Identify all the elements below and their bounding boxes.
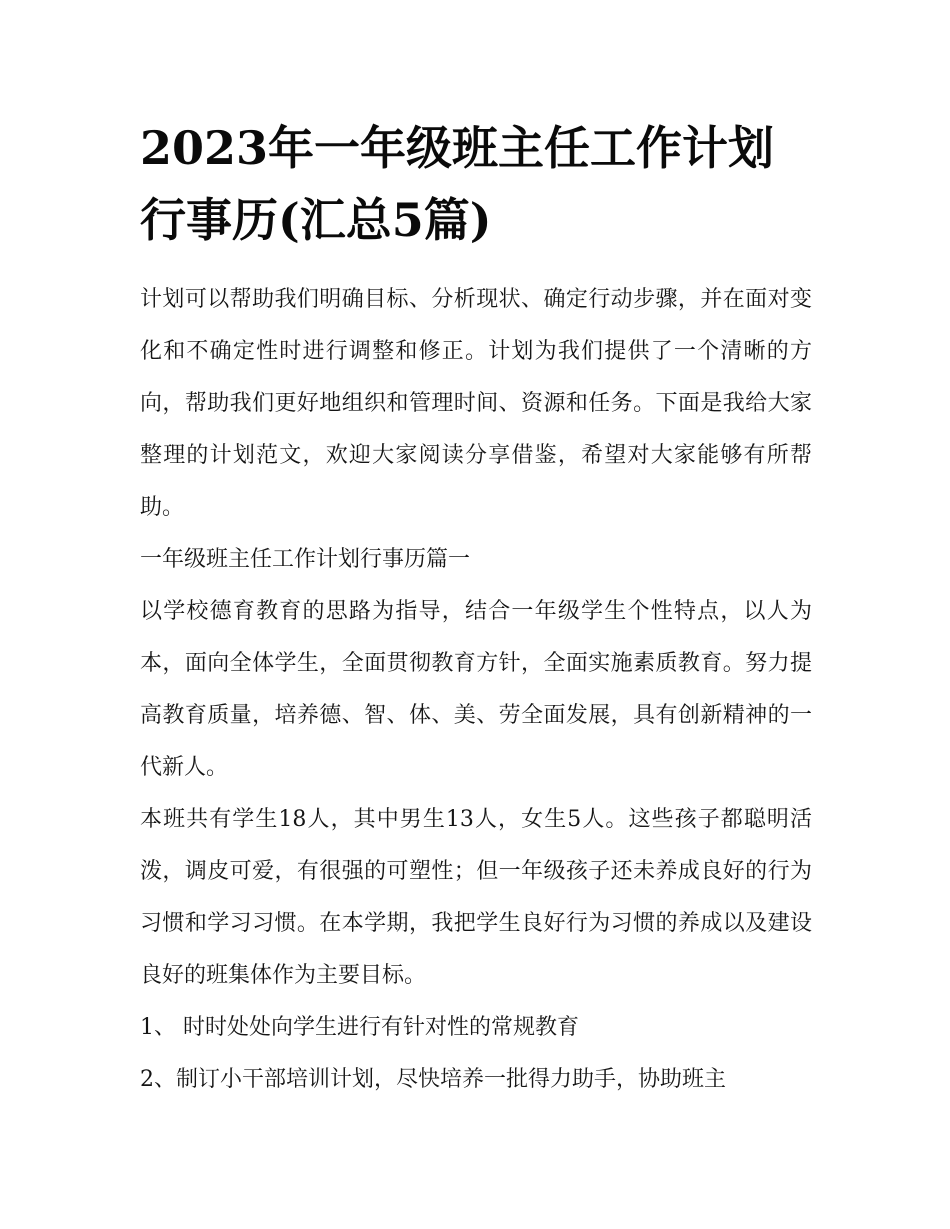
list-item-1: 1、 时时处处向学生进行有针对性的常规教育 <box>140 1015 579 1040</box>
class-info-paragraph: 本班共有学生18人，其中男生13人，女生5人。这些孩子都聪明活泼，调皮可爱，有很强的可塑性；但一年级孩子还未养成良好的行为习惯和学习习惯。在本学期，我把学生良好行为习惯的养成以及建设良好的班集体作为主要目标。 <box>140 807 812 988</box>
guiding-paragraph: 以学校德育教育的思路为指导，结合一年级学生个性特点，以人为本，面向全体学生，全面贯彻教育方针，全面实施素质教育。努力提高教育质量，培养德、智、体、美、劳全面发展，具有创新精神的一代新人。 <box>140 599 812 780</box>
section-heading: 一年级班主任工作计划行事历篇一 <box>140 547 471 572</box>
document-page <box>140 112 812 1106</box>
list-item-2: 2、制订小干部培训计划，尽快培养一批得力助手，协助班主 <box>140 1067 726 1092</box>
document-title: 2023年一年级班主任工作计划行事历(汇总5篇) <box>140 121 775 247</box>
title-block <box>140 112 812 256</box>
intro-paragraph: 计划可以帮助我们明确目标、分析现状、确定行动步骤，并在面对变化和不确定性时进行调整和修正。计划为我们提供了一个清晰的方向，帮助我们更好地组织和管理时间、资源和任务。下面是我给大家整理的计划范文，欢迎大家阅读分享借鉴，希望对大家能够有所帮助。 <box>140 287 812 520</box>
